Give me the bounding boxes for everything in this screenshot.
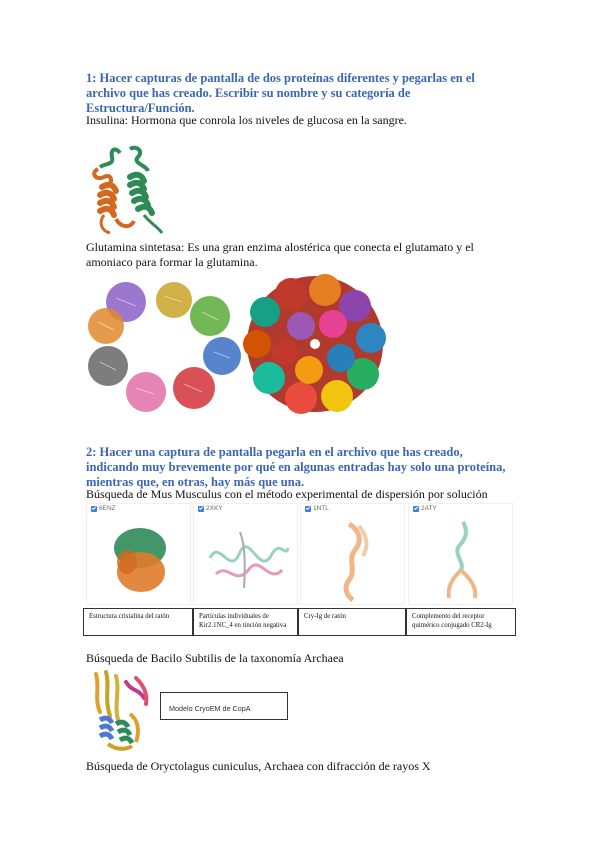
pdb-id: 1NTL	[313, 505, 329, 512]
caption-box: Complemento del receptor quimérico conjugado CR2-Ig	[406, 608, 516, 636]
section1-heading: 1: Hacer capturas de pantalla de dos proteínas diferentes y pegarlas en el archivo que has creado. Escribir su nombre y su categoría de Estructura/Función.	[86, 71, 475, 115]
caption-box: Partículas individuales de Kir2.1NC_4 en tinción negativa	[193, 608, 298, 636]
mus-musculus-search-text: Búsqueda de Mus Musculus con el método experimental de dispersión por solución	[86, 487, 488, 501]
structure-thumbnail-icon	[105, 518, 175, 600]
pdb-id: 2XKY	[206, 505, 223, 512]
copa-caption-box: Modelo CryoEM de CopA	[160, 692, 288, 720]
structure-thumbnail-icon	[425, 516, 499, 602]
protein-card[interactable]	[408, 503, 513, 605]
glutamina-description: Glutamina sintetasa: Es una gran enzima alostérica que conecta el glutamato y el amoniaco para formar la glutamina.	[86, 240, 474, 269]
card-header	[198, 505, 223, 512]
structure-thumbnail-icon	[200, 518, 292, 600]
checkbox-checked-icon[interactable]	[305, 506, 311, 512]
checkbox-checked-icon[interactable]	[91, 506, 97, 512]
caption-box: Cry-Ig de ratón	[298, 608, 406, 636]
card-header	[91, 505, 116, 512]
pdb-id: 2ATY	[421, 505, 437, 512]
insulina-description: Insulina: Hormona que conrola los niveles de glucosa en la sangre.	[86, 113, 407, 127]
pdb-id: 6ENZ	[99, 505, 116, 512]
copa-structure-image	[86, 668, 158, 754]
insulin-structure-image	[86, 143, 166, 239]
protein-card[interactable]	[86, 503, 191, 605]
structure-thumbnail-icon	[319, 516, 389, 602]
protein-card[interactable]	[193, 503, 298, 605]
glutamine-synthetase-surface-image	[243, 272, 388, 417]
caption-box: Estructura cristalina del ratón	[83, 608, 193, 636]
checkbox-checked-icon[interactable]	[198, 506, 204, 512]
card-header	[413, 505, 437, 512]
oryctolagus-search-text: Búsqueda de Oryctolagus cuniculus, Archaea con difracción de rayos X	[86, 759, 431, 773]
bacilo-search-text: Búsqueda de Bacilo Subtilis de la taxonomía Archaea	[86, 651, 344, 665]
checkbox-checked-icon[interactable]	[413, 506, 419, 512]
glutamine-synthetase-ribbon-image	[86, 278, 241, 413]
card-header	[305, 505, 329, 512]
section2-heading: 2: Hacer una captura de pantalla pegarla en el archivo que has creado, indicando muy brevemente por qué en algunas entradas hay solo una proteína, mientras que, en otras, hay más que una.	[86, 445, 506, 489]
protein-card[interactable]	[300, 503, 405, 605]
